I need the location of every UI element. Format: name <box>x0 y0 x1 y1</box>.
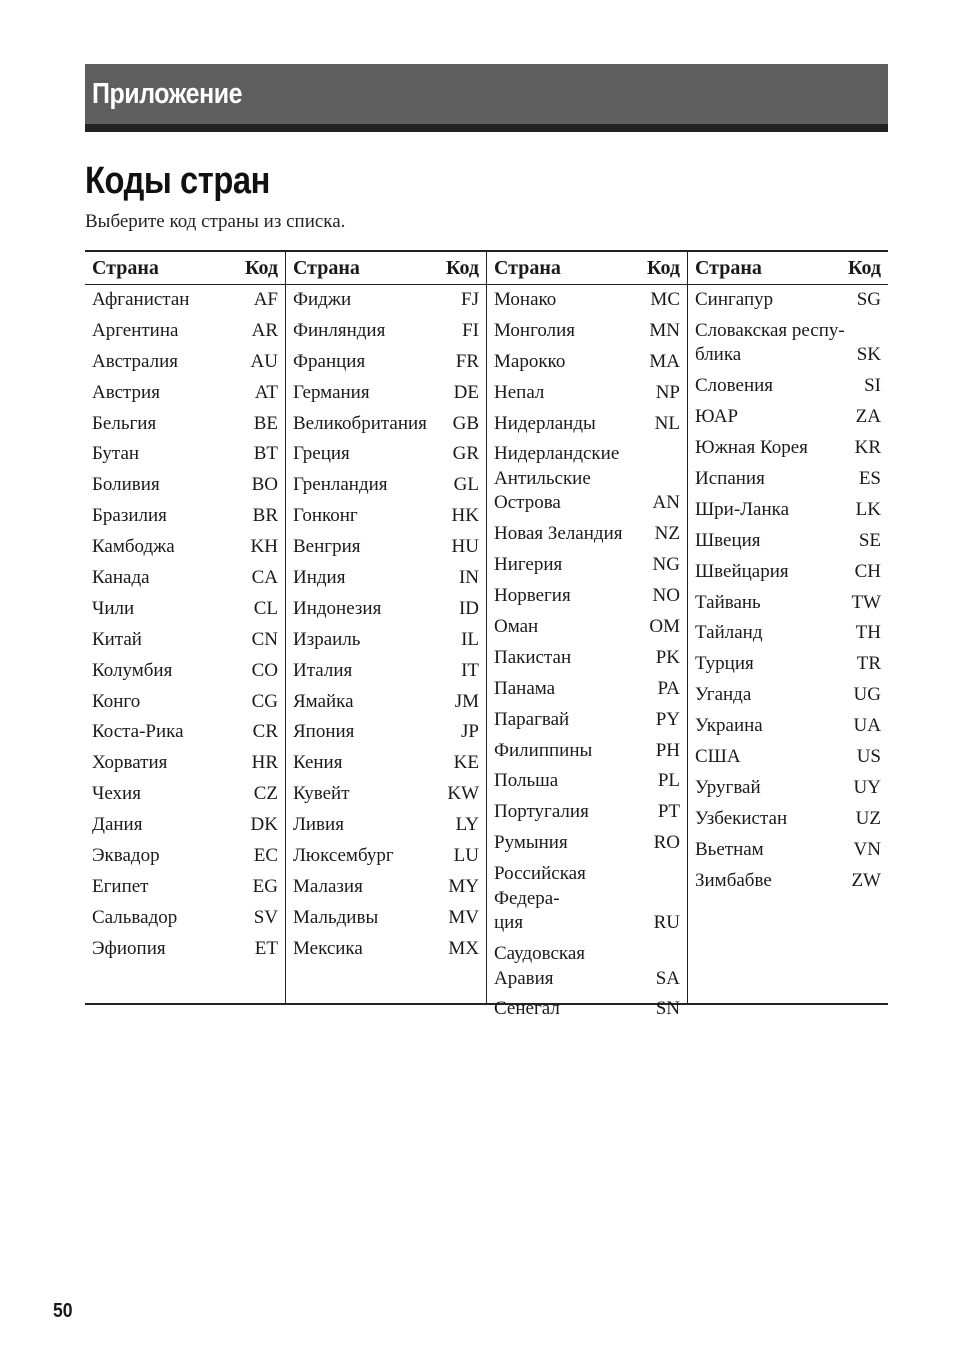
table-row <box>695 405 881 436</box>
table-row <box>494 522 680 553</box>
table-row <box>293 782 479 813</box>
country-code: CN <box>251 628 278 650</box>
table-row <box>92 659 278 690</box>
country-name: Швейцария <box>695 560 789 582</box>
table-row <box>494 350 680 381</box>
country-name: Израиль <box>293 628 361 650</box>
table-row <box>695 498 881 529</box>
country-name: Кения <box>293 752 343 774</box>
country-name: Украина <box>695 715 763 737</box>
table-row <box>293 813 479 844</box>
table-row <box>293 442 479 473</box>
country-code: FJ <box>461 289 479 310</box>
country-name: Южная Корея <box>695 437 808 459</box>
country-name: Фиджи <box>293 289 352 310</box>
country-code: KE <box>453 752 479 774</box>
country-name: Венгрия <box>293 536 361 558</box>
country-name: Саудовская Аравия <box>494 943 586 989</box>
country-name: Индия <box>293 567 346 589</box>
table-row <box>92 504 278 535</box>
country-code: FI <box>462 319 479 341</box>
section-title: Приложение <box>92 78 243 110</box>
country-name: Нидерланды <box>494 412 596 434</box>
country-code: KR <box>854 437 881 459</box>
table-row <box>695 807 881 838</box>
table-row <box>92 535 278 566</box>
table-row <box>293 690 479 721</box>
country-name: Италия <box>293 659 353 681</box>
table-row <box>695 745 881 776</box>
country-code: JP <box>461 721 479 743</box>
country-name: Камбоджа <box>92 536 175 558</box>
table-row <box>92 473 278 504</box>
country-name: Польша <box>494 770 559 792</box>
country-code: PH <box>655 739 680 761</box>
country-code: UA <box>853 715 881 737</box>
country-code: CH <box>854 560 881 582</box>
country-code: NP <box>655 381 680 403</box>
country-code: JM <box>454 690 479 712</box>
table-row <box>695 838 881 869</box>
country-name: Мексика <box>293 937 363 959</box>
country-name: Австралия <box>92 350 179 372</box>
country-code: CA <box>251 567 278 589</box>
table-row <box>92 720 278 751</box>
header-country: Страна <box>92 256 159 279</box>
table-row <box>92 782 278 813</box>
table-row <box>92 844 278 875</box>
country-code: EC <box>253 845 278 867</box>
country-name: Коста-Рика <box>92 721 184 743</box>
table-row <box>494 646 680 677</box>
country-name: Оман <box>494 616 539 638</box>
country-name: Чехия <box>92 783 141 805</box>
country-name: Колумбия <box>92 659 173 681</box>
country-name: Швеция <box>695 529 761 551</box>
table-row <box>494 677 680 708</box>
table-row <box>695 374 881 405</box>
country-name: Нигерия <box>494 554 563 576</box>
country-code: RO <box>653 832 680 854</box>
country-code: AT <box>254 381 278 403</box>
country-code: DE <box>453 381 479 403</box>
country-name: Китай <box>92 628 142 650</box>
country-name: Канада <box>92 567 150 589</box>
country-name: Сальвадор <box>92 906 178 928</box>
table-row <box>494 800 680 831</box>
country-name: Бельгия <box>92 412 157 434</box>
country-code: SI <box>864 375 881 397</box>
country-code: SN <box>655 998 680 1020</box>
country-code: AN <box>652 492 680 514</box>
country-code: PL <box>657 770 680 792</box>
country-name: Боливия <box>92 474 160 496</box>
country-name: Эфиопия <box>92 937 166 959</box>
country-name: США <box>695 745 741 767</box>
country-code: GR <box>452 443 479 465</box>
country-code: AF <box>253 289 278 310</box>
table-row <box>695 288 881 319</box>
country-code: HK <box>451 505 479 527</box>
table-row <box>92 628 278 659</box>
country-code: NO <box>652 585 680 607</box>
country-code: DK <box>250 814 278 836</box>
country-code: ID <box>458 597 479 619</box>
country-name: Вьетнам <box>695 838 764 860</box>
header-country: Страна <box>494 256 561 279</box>
table-row <box>293 875 479 906</box>
country-name: Непал <box>494 381 545 403</box>
table-row <box>92 597 278 628</box>
table-row <box>695 560 881 591</box>
table-row <box>695 436 881 467</box>
country-code: CZ <box>253 783 278 805</box>
country-code: MC <box>650 289 680 310</box>
country-name: Уганда <box>695 684 752 706</box>
country-code: BT <box>253 443 278 465</box>
table-row <box>293 381 479 412</box>
country-code: US <box>856 745 881 767</box>
page-number: 50 <box>53 1300 73 1322</box>
country-name: Кувейт <box>293 783 350 805</box>
country-name: Гренландия <box>293 474 388 496</box>
country-code: SA <box>655 967 680 989</box>
table-row <box>293 906 479 937</box>
header-country: Страна <box>293 256 360 279</box>
country-code: CL <box>253 597 278 619</box>
country-name: Германия <box>293 381 370 403</box>
table-header <box>85 252 285 285</box>
country-code: NG <box>652 554 680 576</box>
table-row <box>494 381 680 412</box>
table-row <box>695 319 881 374</box>
country-code: TW <box>851 591 881 613</box>
country-name: Сенегал <box>494 998 560 1020</box>
table-row <box>494 862 680 942</box>
table-row <box>92 566 278 597</box>
header-country: Страна <box>695 256 762 279</box>
country-name: Австрия <box>92 381 160 403</box>
country-code: UY <box>853 776 881 798</box>
country-name: Люксембург <box>293 845 394 867</box>
country-name: Словакская респу- блика <box>695 319 845 366</box>
country-code: BR <box>252 505 278 527</box>
country-code: PK <box>655 646 680 668</box>
country-name: Шри-Ланка <box>695 498 790 520</box>
table-row <box>92 442 278 473</box>
country-name: Дания <box>92 814 143 836</box>
table-row <box>695 591 881 622</box>
table-row <box>695 652 881 683</box>
country-name: Монголия <box>494 319 576 341</box>
country-code: TH <box>855 622 881 644</box>
country-name: Португалия <box>494 801 589 823</box>
table-row <box>92 288 278 319</box>
country-code: MN <box>649 319 680 341</box>
country-code: LY <box>455 814 479 836</box>
table-row <box>293 659 479 690</box>
table-row <box>293 566 479 597</box>
country-code: HU <box>451 536 479 558</box>
country-code: UZ <box>855 807 881 829</box>
country-code: BO <box>251 474 278 496</box>
country-code: MY <box>448 875 479 897</box>
table-row <box>494 708 680 739</box>
country-code: UG <box>853 684 881 706</box>
table-header <box>487 252 687 285</box>
table-row <box>293 473 479 504</box>
table-row <box>92 412 278 443</box>
country-code: AR <box>251 319 278 341</box>
country-name: Норвегия <box>494 585 571 607</box>
country-code: GB <box>452 412 479 434</box>
country-name: Филиппины <box>494 739 593 761</box>
country-name: Гонконг <box>293 505 358 527</box>
table-row <box>92 875 278 906</box>
country-code: SK <box>856 344 881 366</box>
country-name: Зимбабве <box>695 869 772 891</box>
table-row <box>494 553 680 584</box>
country-name: Финляндия <box>293 319 386 341</box>
intro-text: Выберите код страны из списка. <box>85 211 346 232</box>
country-code: SE <box>858 529 881 551</box>
country-name: ЮАР <box>695 406 739 428</box>
country-name: Ливия <box>293 814 344 836</box>
country-code: NZ <box>654 523 680 545</box>
table-row <box>293 535 479 566</box>
country-code: VN <box>853 838 881 860</box>
table-row <box>494 997 680 1028</box>
country-name: Словения <box>695 375 774 397</box>
table-row <box>293 628 479 659</box>
country-name: Греция <box>293 443 350 465</box>
country-code: IN <box>458 567 479 589</box>
country-code: KW <box>447 783 479 805</box>
table-row <box>494 442 680 522</box>
header-code: Код <box>847 256 881 279</box>
country-code: PA <box>657 677 680 699</box>
country-name: Узбекистан <box>695 807 788 829</box>
table-row <box>695 529 881 560</box>
country-name: Пакистан <box>494 646 572 668</box>
country-name: Япония <box>293 721 355 743</box>
table-row <box>494 412 680 443</box>
table-row <box>695 776 881 807</box>
table-row <box>494 831 680 862</box>
country-code: BE <box>253 412 278 434</box>
country-name: Новая Зеландия <box>494 523 623 545</box>
country-name: Великобритания <box>293 412 427 434</box>
table-row <box>293 720 479 751</box>
table-header <box>688 252 888 285</box>
country-code: IT <box>461 659 479 681</box>
country-name: Нидерландские Антильские Острова <box>494 443 620 514</box>
country-name: Российская Федера- ция <box>494 863 586 934</box>
table-row <box>92 381 278 412</box>
country-code: CG <box>251 690 278 712</box>
table-row <box>92 813 278 844</box>
country-name: Ямайка <box>293 690 354 712</box>
table-row <box>293 319 479 350</box>
country-code: OM <box>649 616 680 638</box>
country-code: MA <box>649 350 680 372</box>
country-name: Тайланд <box>695 622 763 644</box>
country-name: Египет <box>92 875 149 897</box>
country-name: Уругвай <box>695 776 761 798</box>
table-row <box>695 714 881 745</box>
table-header <box>286 252 486 285</box>
table-row <box>92 937 278 968</box>
country-code: MX <box>448 937 479 959</box>
country-code: RU <box>653 912 680 934</box>
country-code: FR <box>455 350 479 372</box>
country-code: AU <box>250 350 278 372</box>
country-code: HR <box>251 752 278 774</box>
country-name: Сингапур <box>695 289 774 310</box>
table-column-2 <box>285 252 486 1003</box>
country-code: EG <box>252 875 278 897</box>
header-code: Код <box>244 256 278 279</box>
country-name: Парагвай <box>494 708 570 730</box>
table-row <box>695 621 881 652</box>
country-name: Франция <box>293 350 366 372</box>
country-code: CO <box>251 659 278 681</box>
country-name: Хорватия <box>92 752 168 774</box>
header-code: Код <box>445 256 479 279</box>
country-code: IL <box>461 628 479 650</box>
country-name: Малазия <box>293 875 363 897</box>
country-name: Румыния <box>494 832 568 854</box>
table-row <box>494 319 680 350</box>
table-row <box>494 739 680 770</box>
table-row <box>293 844 479 875</box>
table-row <box>293 937 479 968</box>
table-row <box>92 319 278 350</box>
country-code: ZA <box>855 406 881 428</box>
country-name: Эквадор <box>92 845 160 867</box>
table-row <box>695 467 881 498</box>
country-name: Турция <box>695 653 754 675</box>
table-row <box>494 769 680 800</box>
table-row <box>293 751 479 782</box>
country-name: Аргентина <box>92 319 179 341</box>
country-name: Афганистан <box>92 289 190 310</box>
table-row <box>92 906 278 937</box>
country-name: Испания <box>695 467 765 489</box>
table-row <box>92 751 278 782</box>
country-name: Бразилия <box>92 505 167 527</box>
country-name: Мальдивы <box>293 906 379 928</box>
table-row <box>293 350 479 381</box>
country-code: ES <box>858 467 881 489</box>
table-row <box>293 504 479 535</box>
table-row <box>92 350 278 381</box>
country-code: TR <box>856 653 881 675</box>
country-code: GL <box>453 474 479 496</box>
table-row <box>293 288 479 319</box>
header-code: Код <box>646 256 680 279</box>
country-name: Марокко <box>494 350 566 372</box>
table-column-3 <box>486 252 687 1020</box>
country-code: PT <box>657 801 680 823</box>
country-code: KH <box>250 536 278 558</box>
country-code: SG <box>856 289 881 310</box>
country-code: CR <box>252 721 278 743</box>
country-name: Индонезия <box>293 597 382 619</box>
table-row <box>293 597 479 628</box>
country-name: Чили <box>92 597 135 619</box>
table-row <box>695 683 881 714</box>
table-row <box>494 288 680 319</box>
country-code: LU <box>453 845 479 867</box>
table-column-4 <box>687 252 888 1003</box>
table-row <box>494 584 680 615</box>
country-code: NL <box>654 412 680 434</box>
country-name: Тайвань <box>695 591 761 613</box>
table-row <box>92 690 278 721</box>
country-name: Монако <box>494 289 557 310</box>
country-name: Конго <box>92 690 141 712</box>
country-name: Панама <box>494 677 556 699</box>
page-title: Коды стран <box>85 160 270 202</box>
country-code: LK <box>855 498 881 520</box>
table-row <box>695 869 881 900</box>
table-row <box>494 942 680 997</box>
country-codes-table <box>85 250 888 1020</box>
section-header-band <box>85 64 888 132</box>
country-code: ET <box>254 937 278 959</box>
table-row <box>494 615 680 646</box>
country-code: MV <box>448 906 479 928</box>
country-code: ZW <box>851 869 881 891</box>
country-code: PY <box>655 708 680 730</box>
country-code: SV <box>253 906 278 928</box>
country-name: Бутан <box>92 443 140 465</box>
table-row <box>293 412 479 443</box>
table-column-1 <box>85 252 285 1003</box>
